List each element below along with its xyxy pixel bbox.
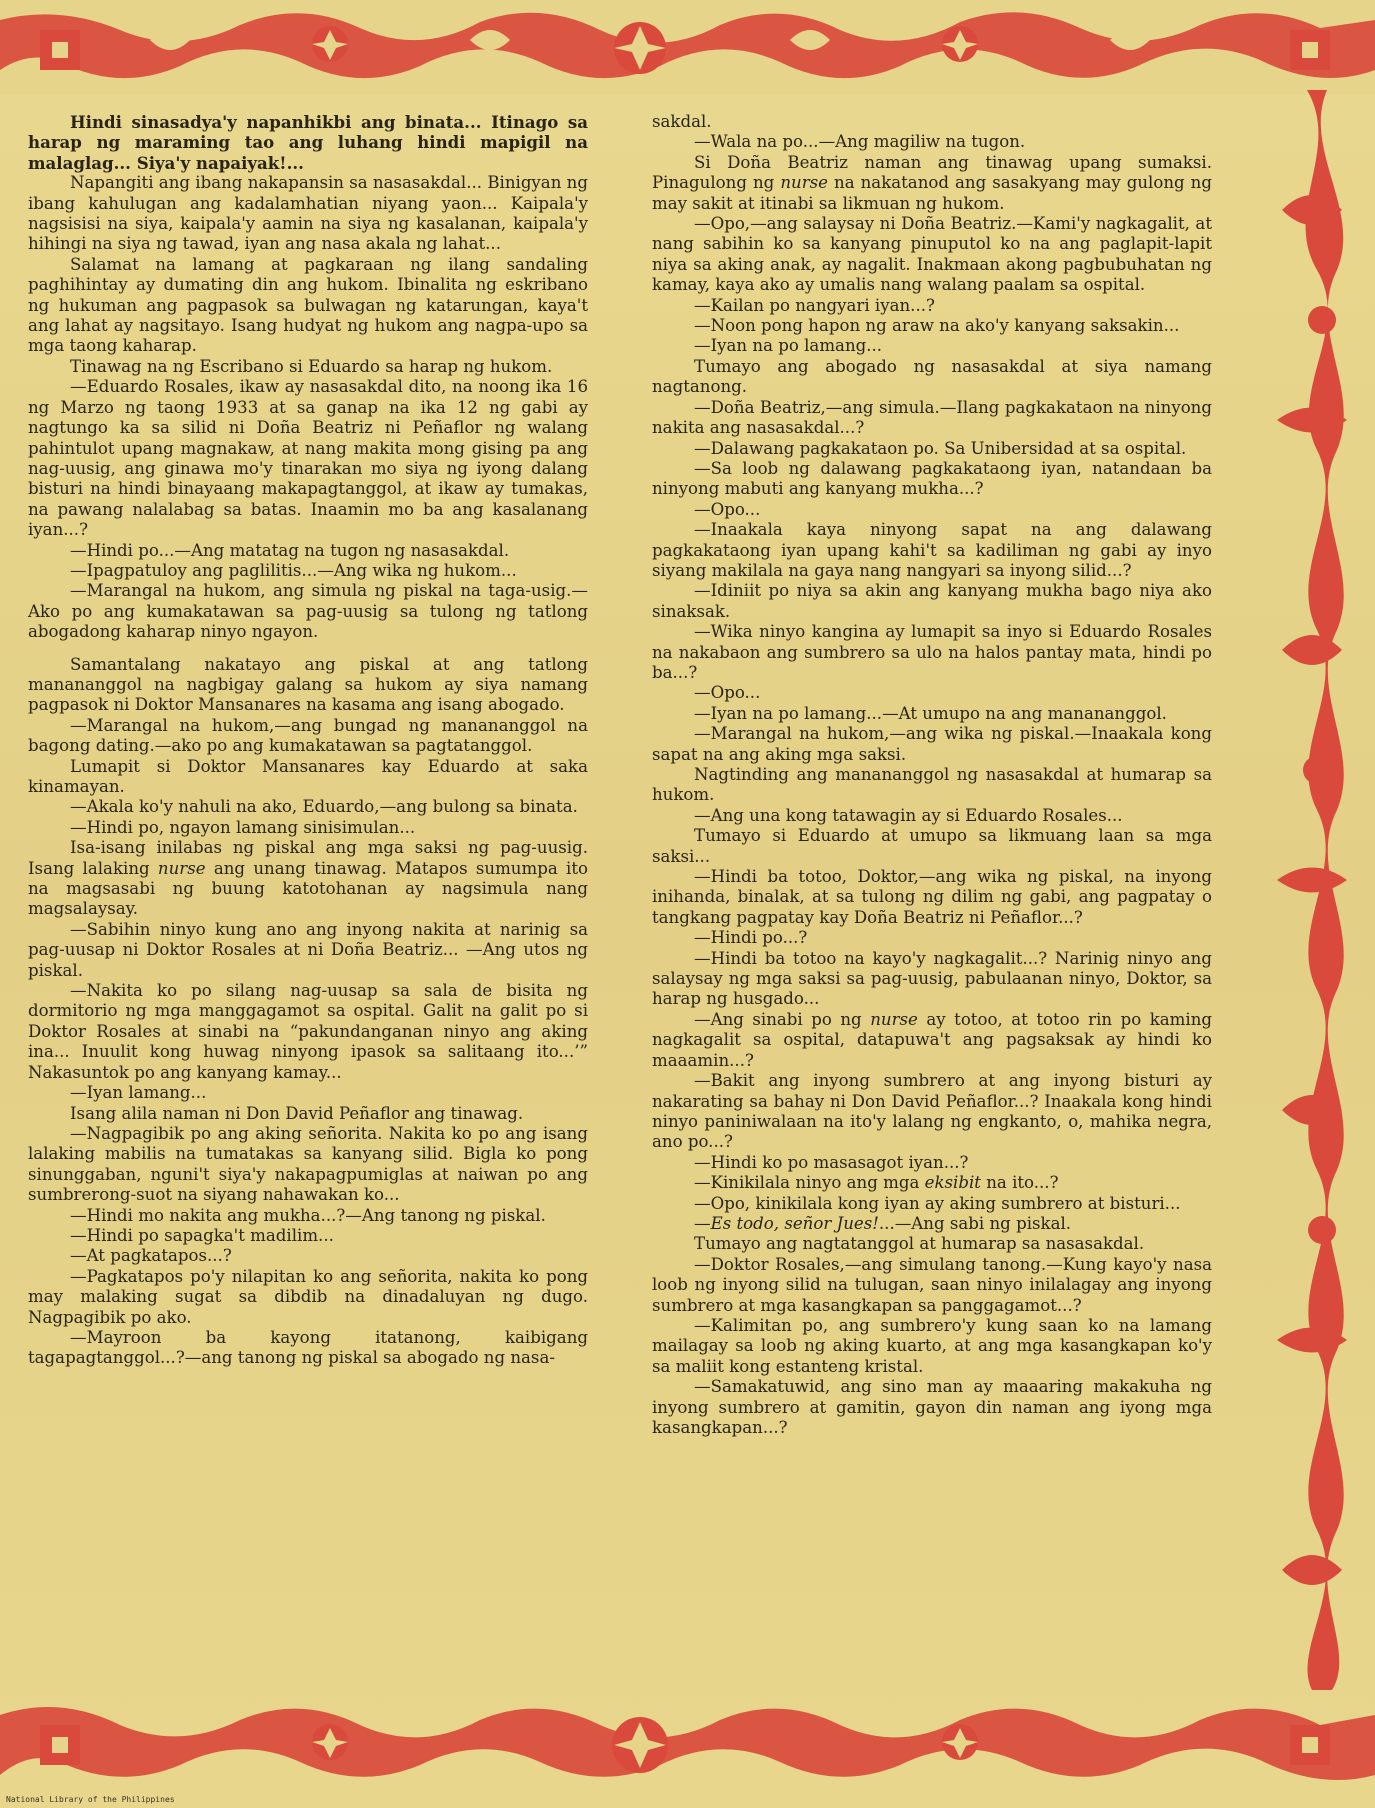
right-border-art [1262,90,1372,1690]
paragraph: —Hindi ba totoo, Doktor,—ang wika ng piskal, na inyong inihanda, binalak, at sa tulong ng dilim ng gabi, ang pagpatay o tangkang pagpatay kay Doña Beatriz ni Peñaflor...? [652,867,1212,927]
paragraph: —At pagkatapos...? [70,1246,232,1266]
paragraph: —Hindi po, ngayon lamang sinisimulan... [70,817,416,837]
paragraph: Salamat na lamang at pagkaraan ng ilang sandaling paghihintay ay dumating din ang hukom. Ibinalita ng eskribano ng hukuman ang pagpasok sa bulwagan ng katarungan, kaya't ang lahat ay nagsitayo. Isang hudyat ng hukom ang nagpa-upo sa mga taong kaharap. [28,254,588,356]
library-credit: National Library of the Philippines [6,1795,175,1804]
paragraph: —Ang sinabi po ng nurse ay totoo, at totoo rin po kaming nagkagalit sa ospital, datapuwa't ang pagsaksak ay hindi ko maaamin...? [652,1009,1212,1070]
paragraph: —Sabihin ninyo kung ano ang inyong nakita at narinig sa pag-uusap ni Doktor Rosales at ni Doña Beatriz... —Ang utos ng piskal. [28,919,588,980]
paragraph: —Hindi po...—Ang matatag na tugon ng nasasakdal. [70,540,510,560]
top-border-art [0,0,1375,95]
paragraph: —Ipagpatuloy ang paglilitis...—Ang wika ng hukom... [70,560,517,580]
paragraph: —Opo... [694,499,761,519]
paragraph: Tumayo ang nagtatanggol at humarap sa nasasakdal. [694,1234,1145,1254]
paragraph: —Dalawang pagkakataon po. Sa Unibersidad at sa ospital. [694,438,1187,458]
bottom-border-art [0,1690,1375,1795]
paragraph: —Noon pong hapon ng araw na ako'y kanyang saksakin... [694,316,1180,336]
paragraph: —Kalimitan po, ang sumbrero'y kung saan ko na lamang mailagay sa loob ng aking kuarto, at ang mga kasangkapan ko'y sa maliit kong estanteng kristal. [652,1315,1212,1376]
paragraph: —Marangal na hukom, ang simula ng piskal na taga-usig.—Ako po ang kumakatawan sa pag-uusig sa tulong ng tatlong abogadong kaharap ninyo ngayon. [28,581,588,642]
paragraph: —Doktor Rosales,—ang simulang tanong.—Kung kayo'y nasa loob ng inyong silid na tulugan, saan ninyo inilalagay ang inyong sumbrero at mga kasangkapan sa panggagamot...? [652,1254,1212,1315]
paragraph: —Hindi po sapagka't madilim... [70,1225,334,1245]
paragraph: Tumayo si Eduardo at umupo sa likmuang laan sa mga saksi... [652,826,1212,866]
paragraph: Isa-isang inilabas ng piskal ang mga saksi ng pag-uusig. Isang lalaking nurse ang unang tinawag. Matapos sumumpa ito na magsasabi ng buung katotohanan ay nagsimula nang magsalaysay. [28,838,588,919]
paragraph: Si Doña Beatriz naman ang tinawag upang sumaksi. Pinagulong ng nurse na nakatanod ang sasakyang may gulong ng may sakit at itinabi sa likmuan ng hukom. [652,152,1212,213]
paragraph: —Iyan lamang... [70,1083,207,1103]
paragraph: —Wala na po...—Ang magiliw na tugon. [694,132,1026,152]
right-ornamental-border [1262,90,1372,1690]
paragraph: —Nakita ko po silang nag-uusap sa sala de bisita ng dormitorio ng mga manggagamot sa ospital. Galit na galit po si Doktor Rosales at sinabi na “pakundanganan ninyo ang aking ina... Inuulit kong huwag ninyong ipasok sa salitaang ito...’” Nakasuntok po ang kanyang kamay... [28,981,588,1082]
paragraph: Tumayo ang abogado ng nasasakdal at siya namang nagtanong. [652,356,1212,397]
paragraph: —Bakit ang inyong sumbrero at ang inyong bisturi ay nakarating sa bahay ni Don David Peñaflor...? Inaakala kong hindi ninyo paniniwalaan na ito'y lalang ng engkanto, o, mahika negra, ano po...? [652,1071,1212,1152]
paragraph: Nagtinding ang manananggol ng nasasakdal at humarap sa hukom. [652,765,1212,805]
paragraph: —Mayroon ba kayong itatanong, kaibigang tagapagtanggol...?—ang tanong ng piskal sa abogado ng nasa- [28,1327,588,1368]
paragraph: —Iyan na po lamang...—At umupo na ang manananggol. [694,703,1167,723]
paragraph: —Es todo, señor Jues!...—Ang sabi ng piskal. [694,1213,1072,1233]
paragraph: —Kinikilala ninyo ang mga eksibit na ito...? [694,1173,1059,1193]
paragraph: Napangiti ang ibang nakapansin sa nasasakdal... Binigyan ng ibang kahulugan ang kadalamhatian niyang yaon... Kaipala'y nagsisisi na siya, kaipala'y aamin na siya ng kasalanan, kaipala'y hihingi na siya ng tawad, iyan ang nasa akala ng lahat... [28,173,588,254]
paragraph: —Sa loob ng dalawang pagkakataong iyan, natandaan ba ninyong mabuti ang kanyang mukha...? [652,458,1212,499]
paragraph: —Hindi ko po masasagot iyan...? [694,1152,969,1172]
paragraph: —Samakatuwid, ang sino man ay maaaring makakuha ng inyong sumbrero at gamitin, gayon din naman ang iyong mga kasangkapan...? [652,1377,1212,1437]
paragraph: —Idiniit po niya sa akin ang kanyang mukha bago niya ako sinaksak. [652,581,1212,621]
left-text-column [28,112,588,1369]
paragraph: Samantalang nakatayo ang piskal at ang tatlong manananggol na nagbigay galang sa hukom ay siya namang pagpasok ni Doktor Mansanares na kasama ang isang abogado. [28,654,588,715]
paragraph: —Iyan na po lamang... [694,336,883,356]
bottom-ornamental-border [0,1690,1375,1795]
paragraph: —Pagkatapos po'y nilapitan ko ang señorita, nakita ko pong may malaking sugat sa dibdib na dinadaluyan ng dugo. Nagpagibik po ako. [28,1266,588,1327]
paragraph: —Opo,—ang salaysay ni Doña Beatriz.—Kami'y nagkagalit, at nang sabihin ko sa kanyang pinuputol ko na ang paglapit-lapit niya sa aking anak, ay nagalit. Inakmaan akong pagbubuhatan ng kamay, kaya ako ay umalis nang walang paalam sa ospital. [652,214,1212,295]
paragraph: —Hindi mo nakita ang mukha...?—Ang tanong ng piskal. [70,1205,546,1225]
right-text-column [652,112,1212,1438]
paragraph: —Akala ko'y nahuli na ako, Eduardo,—ang bulong sa binata. [70,797,578,817]
paragraph: Isang alila naman ni Don David Peñaflor ang tinawag. [70,1103,524,1123]
paragraph: —Marangal na hukom,—ang bungad ng manananggol na bagong dating.—ako po ang kumakatawan sa pagtatanggol. [28,715,588,756]
paragraph: Lumapit si Doktor Mansanares kay Eduardo at saka kinamayan. [28,756,588,796]
paragraph: —Hindi po...? [694,928,808,948]
paragraph: —Wika ninyo kangina ay lumapit sa inyo si Eduardo Rosales na nakabaon ang sumbrero sa ulo na halos pantay mata, hindi po ba...? [652,622,1212,682]
paragraph: —Hindi ba totoo na kayo'y nagkagalit...? Narinig ninyo ang salaysay ng mga saksi sa pag-uusig, pabulaanan ninyo, Doktor, sa harap ng husgado... [652,948,1212,1009]
paragraph: —Inaakala kaya ninyong sapat na ang dalawang pagkakataong iyan upang kahi't sa kadiliman ng gabi ay inyo siyang makilala na gaya nang nangyari sa inyong silid...? [652,520,1212,580]
paragraph: —Eduardo Rosales, ikaw ay nasasakdal dito, na noong ika 16 ng Marzo ng taong 1933 at sa ganap na ika 12 ng gabi ay nagtungo ka sa silid ni Doña Beatriz ni Peñaflor ng walang pahintulot upang magnakaw, at nang makita mong gising pa ang nag-uusig, ang ginawa mo'y tinarakan mo siya ng iyong dalang bisturi na hindi binayaang makapagtanggol, at ikaw ay tumakas, na pawang nalalabag sa batas. Inaamin mo ba ang kasalanang iyan...? [28,377,588,540]
paragraph: —Marangal na hukom,—ang wika ng piskal.—Inaakala kong sapat na ang aking mga saksi. [652,724,1212,764]
paragraph: —Nagpagibik po ang aking señorita. Nakita ko po ang isang lalaking mabilis na tumatakas sa kanyang silid. Bigla ko pong sinunggaban, nguni't siya'y nakapagpumiglas at naiwan po ang sumbrerong-suot na siyang nahawakan ko... [28,1123,588,1205]
paragraph: —Opo, kinikilala kong iyan ay aking sumbrero at bisturi... [694,1193,1181,1213]
paragraph: Tinawag na ng Escribano si Eduardo sa harap ng hukom. [70,356,553,376]
paragraph: —Ang una kong tatawagin ay si Eduardo Rosales... [694,805,1123,825]
top-ornamental-border [0,0,1375,95]
paragraph: —Kailan po nangyari iyan...? [694,295,935,315]
paragraph: —Doña Beatriz,—ang simula.—Ilang pagkakataon na ninyong nakita ang nasasakdal...? [652,397,1212,438]
paragraph: Hindi sinasadya'y napanhikbi ang binata... Itinago sa harap ng maraming tao ang luhang hindi mapigil na malaglag... Siya'y napaiyak!... [28,112,588,173]
paragraph: —Opo... [694,683,761,703]
paragraph: sakdal. [652,112,712,131]
